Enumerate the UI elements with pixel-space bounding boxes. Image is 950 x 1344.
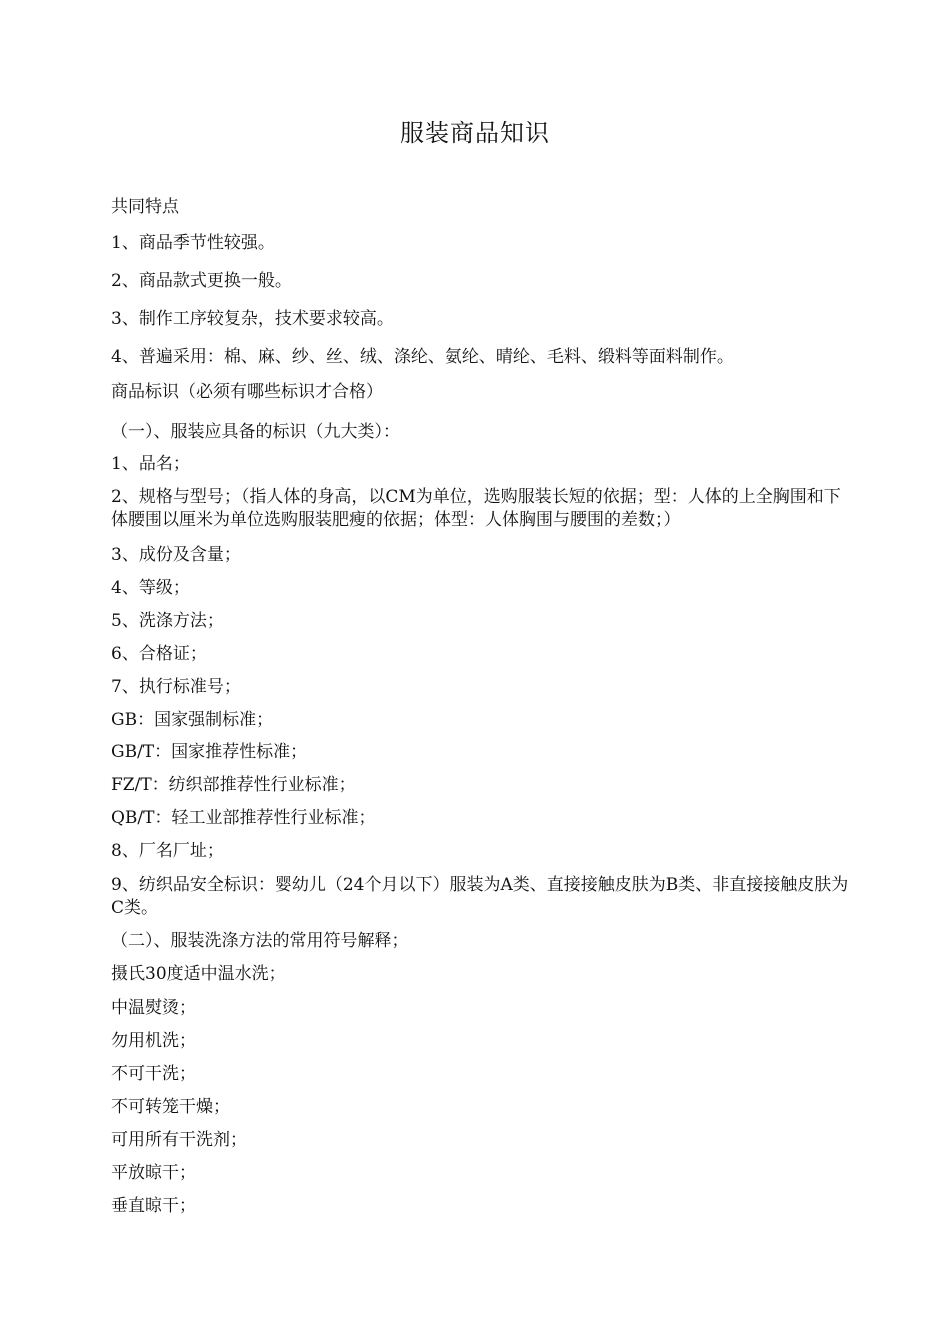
feature-item-1: 1、商品季节性较强。 bbox=[111, 233, 275, 253]
feature-item-3: 3、制作工序较复杂，技术要求较高。 bbox=[111, 309, 394, 329]
document-title: 服装商品知识 bbox=[400, 119, 550, 147]
label-item-7: 7、执行标准号； bbox=[111, 677, 241, 697]
wash-symbol-item-7: 平放晾干； bbox=[111, 1163, 196, 1183]
section-heading-labels: 商品标识（必须有哪些标识才合格） bbox=[111, 382, 383, 402]
wash-symbol-item-3: 勿用机洗； bbox=[111, 1031, 196, 1051]
standard-gbt: GB/T：国家推荐性标准； bbox=[111, 742, 308, 762]
standard-fzt: FZ/T：纺织部推荐性行业标准； bbox=[111, 775, 356, 795]
label-item-1: 1、品名； bbox=[111, 454, 190, 474]
wash-symbol-item-5: 不可转笼干燥； bbox=[111, 1097, 230, 1117]
label-item-4: 4、等级； bbox=[111, 578, 190, 598]
subsection-heading-nine-labels: （一）、服装应具备的标识（九大类）： bbox=[111, 422, 400, 442]
wash-symbol-item-4: 不可干洗； bbox=[111, 1064, 196, 1084]
wash-symbol-item-8: 垂直晾干； bbox=[111, 1196, 196, 1216]
label-item-2: 2、规格与型号；（指人体的身高，以CM为单位，选购服装长短的依据；型：人体的上全胸围和下体腰围以厘米为单位选购服装肥瘦的依据；体型：人体胸围与腰围的差数；） bbox=[111, 487, 841, 530]
label-item-5: 5、洗涤方法； bbox=[111, 611, 224, 631]
label-item-8: 8、厂名厂址； bbox=[111, 841, 224, 861]
label-item-6: 6、合格证； bbox=[111, 644, 207, 664]
section-heading-common-features: 共同特点 bbox=[111, 197, 179, 217]
feature-item-2: 2、商品款式更换一般。 bbox=[111, 271, 292, 291]
subsection-heading-wash-symbols: （二）、服装洗涤方法的常用符号解释； bbox=[111, 931, 409, 951]
standard-qbt: QB/T：轻工业部推荐性行业标准； bbox=[111, 808, 376, 828]
wash-symbol-item-6: 可用所有干洗剂； bbox=[111, 1130, 247, 1150]
feature-item-4: 4、普遍采用：棉、麻、纱、丝、绒、涤纶、氨纶、晴纶、毛料、缎料等面料制作。 bbox=[111, 347, 734, 367]
label-item-3: 3、成份及含量； bbox=[111, 545, 241, 565]
wash-symbol-item-1: 摄氏30度适中温水洗； bbox=[111, 964, 286, 984]
standard-gb: GB：国家强制标准； bbox=[111, 710, 274, 730]
wash-symbol-item-2: 中温熨烫； bbox=[111, 998, 196, 1018]
label-item-9: 9、纺织品安全标识：婴幼儿（24个月以下）服装为A类、直接接触皮肤为B类、非直接接触皮肤为C类。 bbox=[111, 875, 849, 918]
